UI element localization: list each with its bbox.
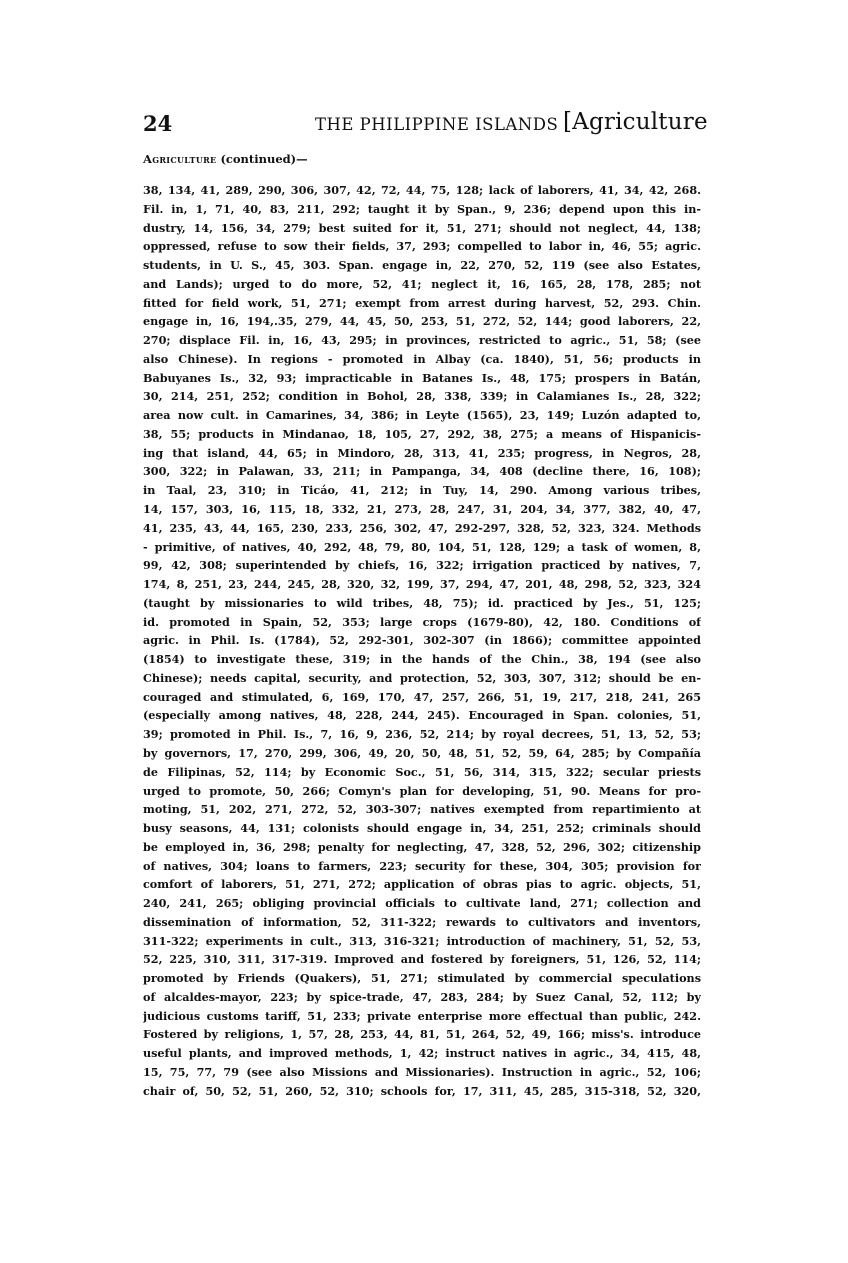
text-line: - primitive, of natives, 40, 292, 48, 79, 80, 104, 51, 128, 129; a task of women, 8,: [143, 539, 701, 554]
text-line: 52, 225, 310, 311, 317-319. Improved and fostered by foreigners, 51, 126, 52, 114;: [143, 952, 701, 967]
text-line: useful plants, and improved methods, 1, 42; instruct natives in agric., 34, 415, 48,: [143, 1046, 701, 1061]
text-line: judicious customs tariff, 51, 233; private enterprise more effectual than public, 242.: [143, 1008, 701, 1023]
text-line: area now cult. in Camarines, 34, 386; in Leyte (1565), 23, 149; Luzón adapted to,: [143, 408, 701, 423]
text-line: also Chinese). In regions - promoted in Albay (ca. 1840), 51, 56; products in: [143, 351, 701, 366]
page-header: [143, 108, 708, 144]
text-line: de Filipinas, 52, 114; by Economic Soc., 51, 56, 314, 315, 322; secular priests: [143, 764, 701, 779]
text-line: 240, 241, 265; obliging provincial officials to cultivate land, 271; collection and: [143, 896, 701, 911]
index-entry-body: [143, 181, 701, 1101]
text-line: Babuyanes Is., 32, 93; impracticable in Batanes Is., 48, 175; prospers in Batán,: [143, 370, 701, 385]
text-line: 270; displace Fil. in, 16, 43, 295; in provinces, restricted to agric., 51, 58; (see: [143, 333, 701, 348]
text-line: engage in, 16, 194,.35, 279, 44, 45, 50, 253, 51, 272, 52, 144; good laborers, 22,: [143, 314, 701, 329]
text-line: urged to promote, 50, 266; Comyn's plan for developing, 51, 90. Means for pro-: [143, 783, 701, 798]
text-line: 39; promoted in Phil. Is., 7, 16, 9, 236, 52, 214; by royal decrees, 51, 13, 52, 53;: [143, 727, 701, 742]
text-line: comfort of laborers, 51, 271, 272; application of obras pias to agric. objects, 51,: [143, 877, 701, 892]
text-line: 174, 8, 251, 23, 244, 245, 28, 320, 32, 199, 37, 294, 47, 201, 48, 298, 52, 323, 324: [143, 577, 701, 592]
text-line: id. promoted in Spain, 52, 353; large crops (1679-80), 42, 180. Conditions of: [143, 614, 701, 629]
text-line: dissemination of information, 52, 311-322; rewards to cultivators and inventors,: [143, 914, 701, 929]
text-line: students, in U. S., 45, 303. Span. engage in, 22, 270, 52, 119 (see also Estates,: [143, 258, 701, 273]
text-line: of natives, 304; loans to farmers, 223; security for these, 304, 305; provision for: [143, 858, 701, 873]
text-line: agric. in Phil. Is. (1784), 52, 292-301, 302-307 (in 1866); committee appointed: [143, 633, 701, 648]
text-line: 99, 42, 308; superintended by chiefs, 16, 322; irrigation practiced by natives, 7,: [143, 558, 701, 573]
text-line: 41, 235, 43, 44, 165, 230, 233, 256, 302, 47, 292-297, 328, 52, 323, 324. Methods: [143, 520, 701, 535]
text-line: of alcaldes-mayor, 223; by spice-trade, 47, 283, 284; by Suez Canal, 52, 112; by: [143, 989, 701, 1004]
text-line: in Taal, 23, 310; in Ticáo, 41, 212; in Tuy, 14, 290. Among various tribes,: [143, 483, 701, 498]
text-line: 14, 157, 303, 16, 115, 18, 332, 21, 273, 28, 247, 31, 204, 34, 377, 382, 40, 47,: [143, 502, 701, 517]
text-line: be employed in, 36, 298; penalty for neglecting, 47, 328, 52, 296, 302; citizenship: [143, 839, 701, 854]
text-line: (taught by missionaries to wild tribes, 48, 75); id. practiced by Jes., 51, 125;: [143, 595, 701, 610]
entry-heading-word: Agriculture: [143, 152, 217, 166]
text-line: promoted by Friends (Quakers), 51, 271; stimulated by commercial speculations: [143, 971, 701, 986]
section-heading: [Agriculture: [563, 109, 708, 135]
text-line: (especially among natives, 48, 228, 244, 245). Encouraged in Span. colonies, 51,: [143, 708, 701, 723]
entry-heading-continued: (continued)—: [216, 152, 308, 166]
text-line: dustry, 14, 156, 34, 279; best suited for it, 51, 271; should not neglect, 44, 138;: [143, 220, 701, 235]
running-head: THE PHILIPPINE ISLANDS: [315, 115, 559, 134]
text-line: fitted for field work, 51, 271; exempt from arrest during harvest, 52, 293. Chin.: [143, 295, 701, 310]
text-line: 311-322; experiments in cult., 313, 316-321; introduction of machinery, 51, 52, 53,: [143, 933, 701, 948]
text-line: 38, 55; products in Mindanao, 18, 105, 27, 292, 38, 275; a means of Hispanicis-: [143, 426, 701, 441]
text-line: couraged and stimulated, 6, 169, 170, 47, 257, 266, 51, 19, 217, 218, 241, 265: [143, 689, 701, 704]
text-line: 38, 134, 41, 289, 290, 306, 307, 42, 72, 44, 75, 128; lack of laborers, 41, 34, 42, 268.: [143, 183, 701, 197]
text-line: 15, 75, 77, 79 (see also Missions and Missionaries). Instruction in agric., 52, 106;: [143, 1064, 701, 1079]
text-line: oppressed, refuse to sow their fields, 37, 293; compelled to labor in, 46, 55; agric.: [143, 239, 701, 254]
text-line: ing that island, 44, 65; in Mindoro, 28, 313, 41, 235; progress, in Negros, 28,: [143, 445, 701, 460]
text-line: busy seasons, 44, 131; colonists should engage in, 34, 251, 252; criminals should: [143, 821, 701, 836]
text-line: Chinese); needs capital, security, and protection, 52, 303, 307, 312; should be en-: [143, 670, 701, 685]
text-line: Fostered by religions, 1, 57, 28, 253, 44, 81, 51, 264, 52, 49, 166; miss's. introduce: [143, 1027, 701, 1042]
text-line: Fil. in, 1, 71, 40, 83, 211, 292; taught it by Span., 9, 236; depend upon this in-: [143, 201, 701, 216]
text-line: chair of, 50, 52, 51, 260, 52, 310; schools for, 17, 311, 45, 285, 315-318, 52, 320,: [143, 1083, 701, 1098]
entry-heading: [143, 152, 308, 166]
text-line: moting, 51, 202, 271, 272, 52, 303-307; natives exempted from repartimiento at: [143, 802, 701, 817]
text-line: by governors, 17, 270, 299, 306, 49, 20, 50, 48, 51, 52, 59, 64, 285; by Compañía: [143, 745, 701, 760]
text-line: (1854) to investigate these, 319; in the hands of the Chin., 38, 194 (see also: [143, 652, 701, 667]
text-line: 300, 322; in Palawan, 33, 211; in Pampanga, 34, 408 (decline there, 16, 108);: [143, 464, 701, 479]
page-number: 24: [143, 111, 173, 136]
text-line: 30, 214, 251, 252; condition in Bohol, 28, 338, 339; in Calamianes Is., 28, 322;: [143, 389, 701, 404]
text-line: and Lands); urged to do more, 52, 41; neglect it, 16, 165, 28, 178, 285; not: [143, 276, 701, 291]
